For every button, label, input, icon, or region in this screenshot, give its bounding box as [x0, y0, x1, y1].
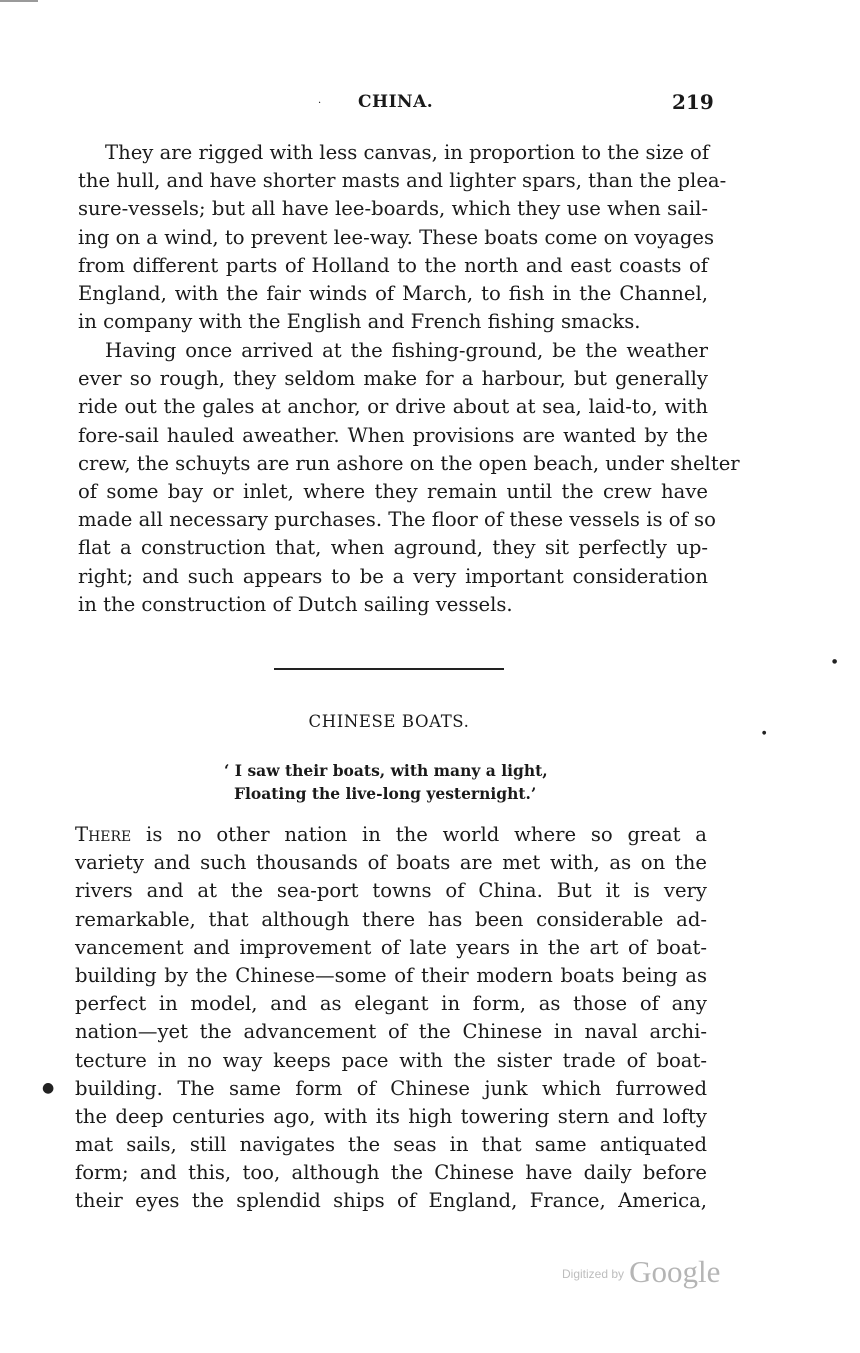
running-head — [0, 92, 860, 116]
text-line: mat sails, still navigates the seas in that same antiquated — [75, 1133, 707, 1157]
running-head-title: CHINA. — [358, 92, 434, 112]
text-line: from different parts of Holland to the north and east coasts of — [78, 253, 708, 277]
google-logo: Google — [629, 1254, 721, 1289]
digitized-by-google-watermark — [562, 1254, 720, 1290]
stray-dot: ● — [762, 730, 767, 736]
section-divider-rule — [274, 668, 504, 670]
text-line: England, with the fair winds of March, to fish in the Channel, — [78, 281, 708, 305]
text-line: ever so rough, they seldom make for a harbour, but generally — [78, 367, 708, 391]
text-line: in the construction of Dutch sailing vessels. — [78, 592, 513, 616]
text-line: perfect in model, and as elegant in form, as those of any — [75, 992, 707, 1016]
text-line: ing on a wind, to prevent lee-way. These boats come on voyages — [78, 225, 715, 249]
scan-corner-mark — [0, 0, 38, 2]
text-line: tecture in no way keeps pace with the sister trade of boat- — [75, 1048, 707, 1072]
stray-dot: ● — [832, 658, 838, 665]
text-line: sure-vessels; but all have lee-boards, which they use when sail- — [78, 197, 708, 221]
text-line: Having once arrived at the fishing-ground, be the weather — [105, 339, 708, 362]
text-line: nation—yet the advancement of the Chinese in naval archi- — [75, 1020, 707, 1044]
text-line: form; and this, too, although the Chinese have daily before — [75, 1161, 707, 1185]
text-line: of some bay or inlet, where they remain until the crew have — [78, 479, 708, 503]
text-line: ride out the gales at anchor, or drive about at sea, laid-to, with — [78, 395, 708, 419]
text-line: fore-sail hauled aweather. When provisions are wanted by the — [78, 423, 708, 447]
epigraph-line: ‘ I saw their boats, with many a light, — [224, 761, 548, 780]
text-line: crew, the schuyts are run ashore on the open beach, under shelter — [78, 451, 740, 475]
text-line: their eyes the splendid ships of England, France, America, — [75, 1189, 707, 1213]
text-line: right; and such appears to be a very important consideration — [78, 564, 708, 588]
stray-dot: · — [318, 98, 322, 109]
paragraph-chinese-boats — [75, 821, 707, 1216]
paragraph-fishing-ground — [78, 337, 740, 619]
text-line: flat a construction that, when aground, they sit perfectly up- — [78, 536, 708, 560]
epigraph-line: Floating the live-long yesternight.’ — [234, 784, 537, 803]
stray-dot: ● — [42, 1080, 55, 1096]
text-line: building by the Chinese—some of their modern boats being as — [75, 963, 707, 987]
paragraph-dutch-boats-rigging — [78, 139, 727, 336]
epigraph — [224, 759, 548, 805]
first-line-rest: is no other nation in the world where so great a — [131, 823, 707, 846]
text-line: the hull, and have shorter masts and lighter spars, than the plea- — [78, 169, 727, 193]
text-line: building. The same form of Chinese junk which furrowed — [75, 1076, 707, 1100]
page-number: 219 — [672, 90, 714, 114]
text-line: variety and such thousands of boats are met with, as on the — [75, 851, 707, 875]
text-line: in company with the English and French fishing smacks. — [78, 310, 641, 334]
text-line: remarkable, that although there has been considerable ad- — [75, 907, 707, 931]
text-line-first — [75, 821, 707, 849]
text-line: rivers and at the sea-port towns of China. But it is very — [75, 879, 707, 903]
text-line: the deep centuries ago, with its high towering stern and lofty — [75, 1104, 707, 1128]
text-line: vancement and improvement of late years in the art of boat- — [75, 935, 707, 959]
drop-word: There — [75, 823, 132, 846]
watermark-prefix: Digitized by — [562, 1267, 625, 1281]
section-title: CHINESE BOATS. — [308, 712, 470, 731]
text-line: made all necessary purchases. The floor of these vessels is of so — [78, 508, 716, 532]
text-line: They are rigged with less canvas, in proportion to the size of — [105, 141, 710, 164]
